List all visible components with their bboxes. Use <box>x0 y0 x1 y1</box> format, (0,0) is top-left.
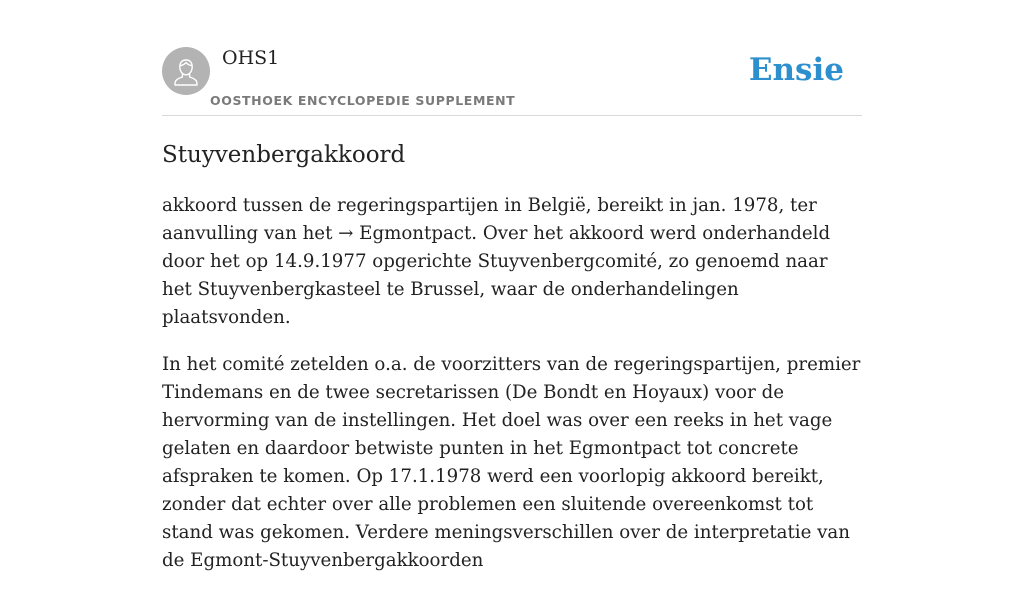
user-silhouette-icon <box>162 47 210 95</box>
entry-body <box>162 192 862 594</box>
egmontpact-link[interactable]: → Egmontpact <box>338 223 472 244</box>
source-label[interactable]: OOSTHOEK ENCYCLOPEDIE SUPPLEMENT <box>210 93 516 108</box>
paragraph-2: In het comité zetelden o.a. de voorzitters van de regeringspartijen, premier Tindemans en de twee secretarissen (De Bondt en Hoyaux) voor de hervorming van de instellingen. Het doel was over een reeks in het vage gelaten en daardoor betwiste punten in het Egmontpact tot concrete afspraken te komen. Op 17.1.1978 werd een voorlopig akkoord bereikt, zonder dat echter over alle problemen een sluitende overeenkomst tot stand was gekomen. Verdere meningsverschillen over de interpretatie van de Egmont-Stuyvenbergakkoorden <box>162 354 861 571</box>
entry-header <box>162 46 862 116</box>
paragraph-1 <box>162 192 862 332</box>
author-name[interactable]: OHS1 <box>222 47 280 69</box>
paragraph-1-text-end: . Over het akkoord werd onderhandeld door het op 14.9.1977 opgerichte Stuyvenbergcomité, zo genoemd naar het Stuyvenbergkasteel te Brussel, waar de onderhandelingen plaatsvonden. <box>162 223 831 328</box>
ensie-logo[interactable]: Ensie <box>748 52 844 88</box>
entry-title: Stuyvenbergakkoord <box>162 142 406 168</box>
paragraph-1-text-start: akkoord tussen de regeringspartijen in België, bereikt in jan. 1978, ter aanvulling van het <box>162 195 817 244</box>
author-avatar[interactable] <box>162 47 210 95</box>
